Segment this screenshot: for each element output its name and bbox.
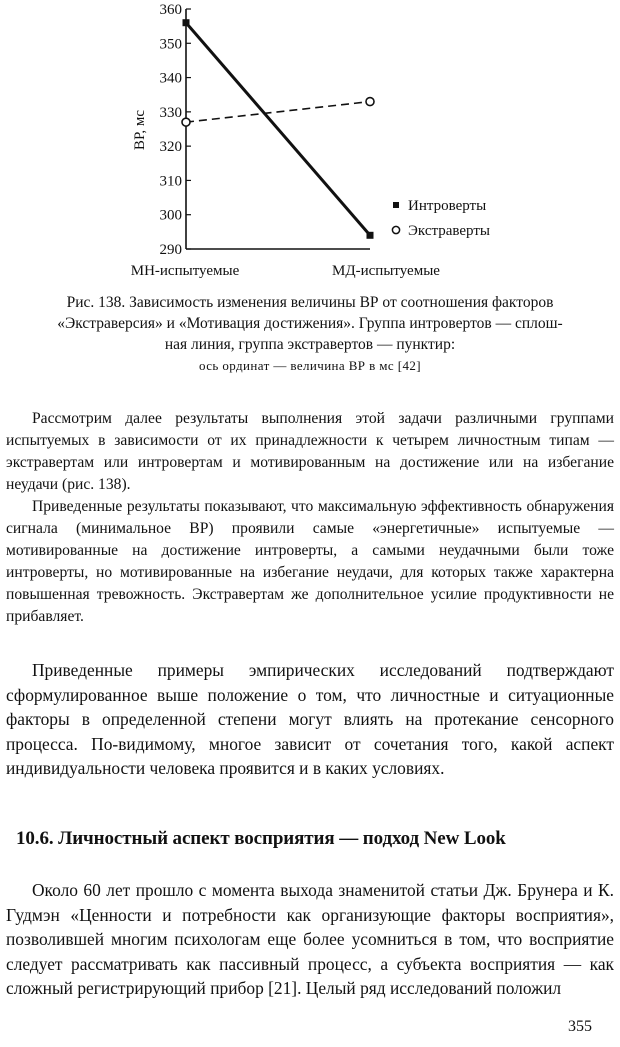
paragraph-2: Приведенные результаты показывают, что максимальную эффективность обнаружения сигнала (минимальное ВР) проявили самые «энергетичные» испытуемые — мотивированные на достижение интроверты, а самыми неудачными были тоже интроверты, но мотивированные на избегание неудачи, для которых также характерна повышенная тревожность. Экстравертам же дополнительное усилие продуктивности не прибавляет. (6, 498, 614, 625)
point-1-0 (182, 118, 190, 126)
page-number: 355 (568, 1018, 592, 1035)
point-1-1 (366, 98, 374, 106)
paragraph-4: Около 60 лет прошло с момента выхода знаменитой статьи Дж. Брунера и К. Гудмэн «Ценности и потребности как организующие факторы восприятия», позволившей многим психологам еще более усомниться в том, что восприятие следует рассматривать как пассивный процесс, а субъекта восприятия — как сложный регистрирующий прибор [21]. Целый ряд исследований положил (6, 880, 614, 998)
y-tick-label-290: 290 (159, 242, 182, 258)
y-tick-label-300: 300 (159, 207, 182, 224)
vr-chart (0, 0, 620, 290)
point-0-1 (367, 232, 374, 239)
y-tick-label-310: 310 (159, 173, 182, 190)
y-tick-label-330: 330 (159, 104, 182, 121)
figure-caption (14, 292, 606, 377)
series-line-1 (186, 102, 370, 123)
paragraph-3: Приведенные примеры эмпирических исследований подтверждают сформулированное выше положение о том, что личностные и ситуационные факторы в определенной степени могут влиять на протекание сенсорного процесса. По-видимому, многое зависит от сочетания того, какой аспект индивидуальности человека проявится и в каких условиях. (6, 660, 614, 778)
legend (392, 198, 490, 239)
y-axis (160, 2, 192, 258)
y-tick-label-320: 320 (159, 139, 182, 156)
y-tick-label-340: 340 (159, 70, 182, 87)
series-layer (182, 19, 374, 239)
x-tick-label-1: МД-испытуемые (332, 263, 440, 279)
y-tick-label-350: 350 (159, 36, 182, 53)
section-heading: 10.6. Личностный аспект восприятия — подход New Look (16, 828, 506, 849)
y-axis-label: ВР, мс (132, 109, 148, 151)
caption-line-2: «Экстраверсия» и «Мотивация достижения». Группа интровертов — сплош- (57, 315, 563, 332)
point-0-0 (183, 19, 190, 26)
caption-line-3: ная линия, группа экстравертов — пунктир: (164, 336, 456, 353)
legend-marker-1 (392, 226, 399, 233)
caption-note: ось ординат — величина ВР в мс [42] (199, 358, 421, 373)
series-line-0 (186, 23, 370, 236)
legend-label-0: Интроверты (408, 198, 487, 214)
paragraph-1: Рассмотрим далее результаты выполнения этой задачи различными группами испытуемых в зависимости от их принадлежности к четырем личностным типам — экстравертам или интровертам и мотивированным на достижение или на избегание неудачи (рис. 138). (6, 410, 614, 493)
x-tick-label-0: МН-испытуемые (130, 263, 240, 279)
y-tick-label-360: 360 (159, 2, 182, 18)
caption-line-1: Рис. 138. Зависимость изменения величины ВР от соотношения факторов (66, 294, 554, 311)
legend-marker-0 (393, 202, 399, 208)
legend-label-1: Экстраверты (408, 223, 490, 239)
